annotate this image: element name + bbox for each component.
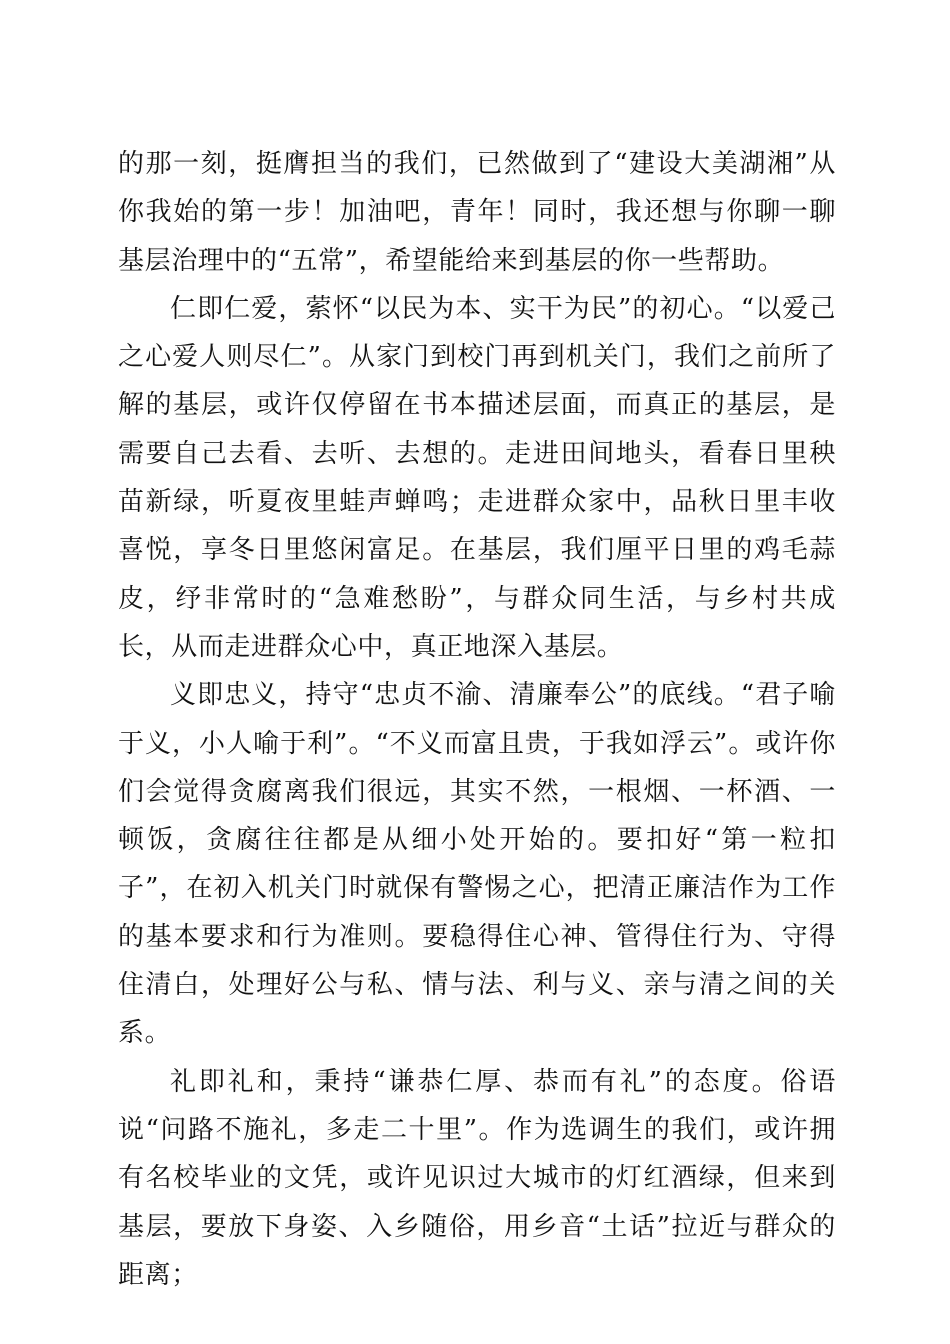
paragraph-continuation: 的那一刻，挺膺担当的我们，已然做到了“建设大美湖湘”从你我始的第一步！加油吧，青年！同时，我还想与你聊一聊基层治理中的“五常”，希望能给来到基层的你一些帮助。 bbox=[118, 149, 836, 276]
paragraph-ren: 仁即仁爱，萦怀“以民为本、实干为民”的初心。“以爱己之心爱人则尽仁”。从家门到校门再到机关门，我们之前所了解的基层，或许仅停留在书本描述层面，而真正的基层，是需要自己去看、去听、去想的。走进田间地头，看春日里秧苗新绿，听夏夜里蛙声蝉鸣；走进群众家中，品秋日里丰收喜悦，享冬日里悠闲富足。在基层，我们厘平日里的鸡毛蒜皮，纾非常时的“急难愁盼”，与群众同生活，与乡村共成长，从而走进群众心中，真正地深入基层。 bbox=[118, 293, 836, 662]
paragraph-yi: 义即忠义，持守“忠贞不渝、清廉奉公”的底线。“君子喻于义，小人喻于利”。“不义而富且贵，于我如浮云”。或许你们会觉得贪腐离我们很远，其实不然，一根烟、一杯酒、一顿饭，贪腐往往都是从细小处开始的。要扣好“第一粒扣子”，在初入机关门时就保有警惕之心，把清正廉洁作为工作的基本要求和行为准则。要稳得住心神、管得住行为、守得住清白，处理好公与私、情与法、利与义、亲与清之间的关系。 bbox=[118, 680, 836, 1049]
document-body bbox=[118, 140, 836, 1299]
paragraph-li: 礼即礼和，秉持“谦恭仁厚、恭而有礼”的态度。俗语说“问路不施礼，多走二十里”。作为选调生的我们，或许拥有名校毕业的文凭，或许见识过大城市的灯红酒绿，但来到基层，要放下身姿、入乡随俗，用乡音“土话”拉近与群众的距离； bbox=[118, 1066, 837, 1290]
